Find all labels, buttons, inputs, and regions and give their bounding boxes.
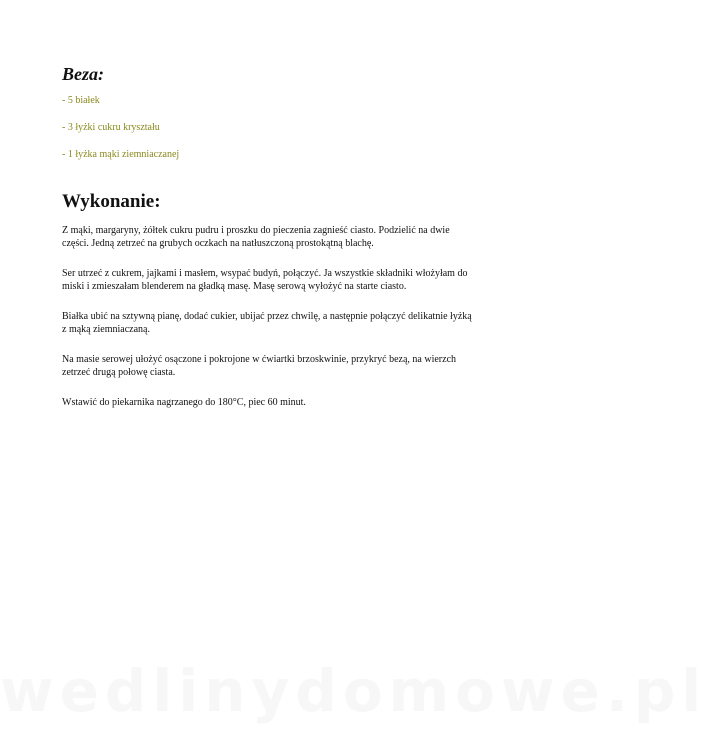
ingredient-item: - 5 białek [62,95,100,106]
step-paragraph: Na masie serowej ułożyć osączone i pokrojone w ćwiartki brzoskwinie, przykryć bezą, na wierzch zetrzeć drugą połowę ciasta. [62,354,457,378]
step-paragraph: Z mąki, margaryny, żółtek cukru pudru i proszku do pieczenia zagnieść ciasto. Podzielić na dwie części. Jedną zetrzeć na grubych oczkach na natłuszczoną prostokątną blachę. [62,225,450,249]
preparation-steps [62,224,472,426]
wykonanie-heading: Wykonanie: [62,191,161,212]
step-paragraph: Białka ubić na sztywną pianę, dodać cukier, ubijać przez chwilę, a następnie połączyć delikatnie łyżką z mąką ziemniaczaną. [62,311,472,335]
step-paragraph: Ser utrzeć z cukrem, jajkami i masłem, wsypać budyń, połączyć. Ja wszystkie składniki włożyłam do miski i zmieszałam blenderem na gładką masę. Masę serową wyłożyć na starte ciasto. [62,268,468,292]
beza-heading: Beza: [62,64,104,84]
ingredient-item: - 1 łyżka mąki ziemniaczanej [62,149,180,160]
beza-ingredient-list [62,94,179,175]
step-paragraph: Wstawić do piekarnika nagrzanego do 180°C, piec 60 minut. [62,397,306,408]
site-watermark: wedlinydomowe.pl [0,657,707,725]
ingredient-item: - 3 łyżki cukru kryształu [62,122,160,133]
